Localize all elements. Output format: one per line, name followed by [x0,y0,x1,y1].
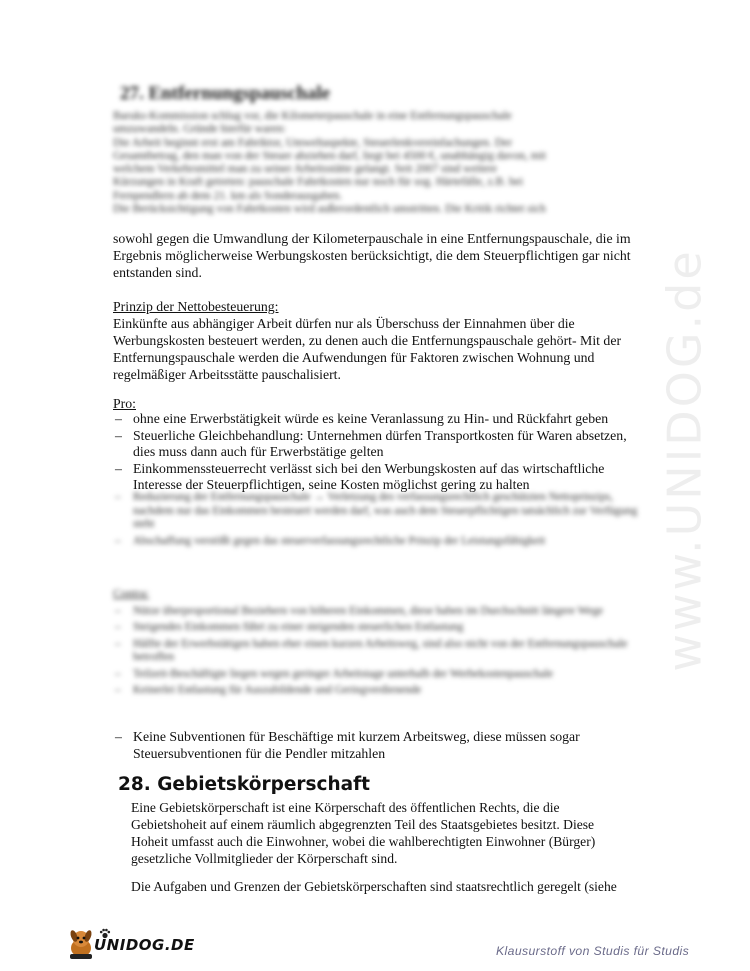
pro-heading: Pro: [113,396,136,411]
section-27-title: 27. Entfernungspauschale [120,83,331,104]
list-item: – Abschaffung verstößt gegen das steuerverfassungsrechtliche Prinzip der Leistungsfähigkeit [115,534,546,547]
logo-text: UNIDOG.DE [94,936,195,954]
pro-list [113,411,638,494]
list-item: – Hälfte der Erwerbstätigen haben eher einen kurzen Arbeitsweg, sind also nicht von der Entfernungspauschale betroffen [115,637,628,663]
list-item: – Nütze überproportional Beziehern von höheren Einkommen, diese haben im Durchschnitt längere Wege [115,604,604,617]
section-28-paragraph: Eine Gebietskörperschaft ist eine Körperschaft des öffentlichen Rechts, die die Gebietshoheit auf einem räumlich abgegrenzten Teil des Staatsgebietes besitzt. Diese Hoheit umfasst auch die Einwohner, wobei die wahlberechtigten Einwohner (Bürger) gesetzliche Vollmitglieder der Körperschaft sind. [131,800,596,866]
pro-list-blurred [113,491,638,551]
contra-section-blurred [113,585,638,701]
netto-heading: Prinzip der Nettobesteuerung: [113,299,279,314]
watermark: www.UNIDOG.de [658,248,712,672]
footer-text: Klausurstoff von Studis für Studis [496,944,690,958]
list-item: – Einkommenssteuerrecht verlässt sich bei den Werbungskosten auf das wirtschaftliche Interesse der Steuerpflichtigen, seine Kosten möglichst gering zu halten [115,460,605,492]
section-27-intro-text: sowohl gegen die Umwandlung der Kilometerpauschale in eine Entfernungspauschale, die im Ergebnis möglicherweise Werbungskosten berücksichtigt, die dem Steuerpflichtigen gar nicht entstanden sind. [113,231,631,280]
list-item: – Keine Subventionen für Beschäftige mit kurzem Arbeitsweg, diese müssen sogar Steuersubventionen für die Pendler mitzahlen [115,729,580,761]
list-item: – Steigendes Einkommen führt zu einer steigenden steuerlichen Entlastung [115,621,464,633]
unidog-logo [66,928,195,962]
section-28-paragraph-2: Die Aufgaben und Grenzen der Gebietskörperschaften sind staatsrechtlich geregelt (siehe [131,879,617,894]
list-item: – ohne eine Erwerbstätigkeit würde es keine Veranlassung zu Hin- und Rückfahrt geben [115,411,609,426]
list-item: – Keinerlei Entlastung für Auszubildende und Geringverdienende [115,684,422,696]
netto-paragraph: Einkünfte aus abhängiger Arbeit dürfen nur als Überschuss der Einnahmen über die Werbungskosten besteuert werden, zu denen auch die Entfernungspauschale gehört- Mit der Entfernungspauschale werden die Aufwendungen für Faktoren zwischen Wohnung und regelmäßiger Arbeitsstätte pauschalisiert. [113,316,622,382]
list-item: – Teilzeit-Beschäftigte liegen wegen geringer Arbeitstage unterhalb der Werbekostenpauschale [115,667,553,680]
section-27-intro-blurred: Baruks-Kommission schlug vor, die Kilometerpauschale in eine Entfernungspauschale umzuwandeln. Gründe hierfür waren: Die Arbeit beginnt erst am Fabriktor, Umweltaspekte, Steuerlenkvereinfachungen. Der Gesamtbetrag, den man von der Steuer abziehen darf, liegt bei 4500 €, unabhängig davon, mit welchem Verkehrsmittel man zu seiner Arbeitsstätte gelangt. Seit 2007 sind weitere Kürzungen in Kraft getreten: pauschale Fahrtkosten nur noch für sog. Härtefälle, z.B. bei Fernpendlern ab dem 21. km als Sonderausgaben. Die Berücksichtigung von Fahrtkosten wird außerordentlich umstritten. Die Kritik richtet sich [113,110,547,216]
list-item: – Reduzierung der Entfernungspauschale → Verletzung des verfassungsrechtlich geschützten Nettoprinzips, nachdem nur das Einkommen besteuert werden darf, was auch dem Steuerpflichtigen tatsächlich zur Verfügung steht [115,491,638,530]
list-item: – Steuerliche Gleichbehandlung: Unternehmen dürfen Transportkosten für Waren absetzen, dies muss dann auch für Erwerbstätige gelten [115,427,627,459]
contra-list [113,729,638,762]
contra-heading: Contra: [113,586,149,600]
section-28-title: 28. Gebietskörperschaft [118,774,371,795]
dog-mascot-icon [66,928,96,960]
